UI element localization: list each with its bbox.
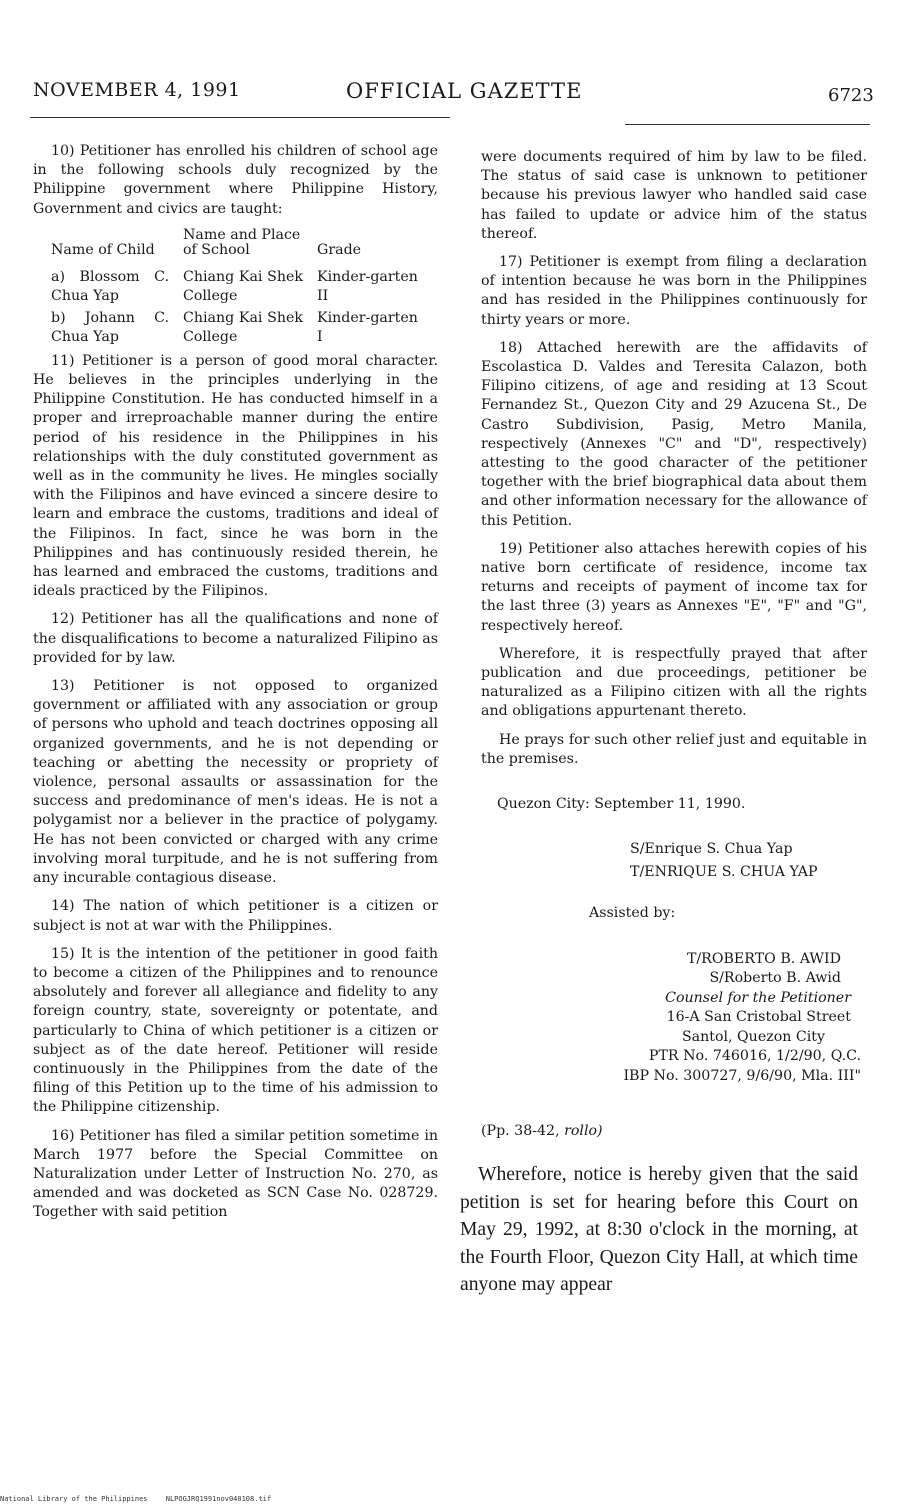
file-name: NLPOGJRQ1991nov040108.tif: [165, 1495, 272, 1503]
left-column: [33, 142, 438, 1232]
prayer-paragraph: Wherefore, it is respectfully prayed that after publication and due proceedings, petitioner be naturalized as a Filipino citizen with all the rights and obligations appurtenant thereto.: [481, 645, 867, 720]
table-cell: Kinder-garten I: [317, 309, 418, 345]
paragraph-15: 15) It is the intention of the petitioner in good faith to become a citizen of the Philippines and to renounce absolutely and forever all allegiance and fidelity to any foreign country, state, sovereignty or potentate, and particularly to China of which petitioner is a citizen or subject as of the date hereof. Petitioner will reside continuously in the Philippines from the date of the filing of this Petition up to the time of his admission to the Philippine citizenship.: [33, 945, 438, 1116]
table-cell: Chiang Kai Shek College: [183, 309, 303, 345]
hearing-notice: Wherefore, notice is hereby given that the said petition is set for hearing before this Court on May 29, 1992, at 8:30 o'clock in the morning, at the Fourth Floor, Quezon City Hall, at which time anyone may appear: [460, 1164, 858, 1296]
ibp-number: IBP No. 300727, 9/6/90, Mla. III": [623, 1067, 861, 1084]
header-rule-right: [625, 124, 870, 125]
publication-title: OFFICIAL GAZETTE: [346, 79, 583, 103]
paragraph-16-continued: were documents required of him by law to be filed. The status of said case is unknown to petitioner because his previous lawyer who handled said case has failed to update or advice him of the status thereof.: [481, 149, 867, 242]
paragraph-18: 18) Attached herewith are the affidavits of Escolastica D. Valdes and Teresita Calazon, both Filipino citizens, of age and residing at 13 Scout Fernandez St., Quezon City and 29 Azucena St., De Castro Subdivision, Pasig, Metro Manila, respectively (Annexes "C" and "D", respectively) attesting to the good character of the petitioner together with the brief biographical data about them and other information necessary for the allowance of this Petition.: [481, 339, 867, 529]
citation-pages: (Pp. 38-42,: [481, 1123, 560, 1139]
table-cell: a) Blossom C. Chua Yap: [51, 268, 169, 304]
ptr-number: PTR No. 746016, 1/2/90, Q.C.: [648, 1048, 861, 1064]
paragraph-12: 12) Petitioner has all the qualifications and none of the disqualifications to become a naturalized Filipino as provided for by law.: [33, 611, 438, 666]
paragraph-13: 13) Petitioner is not opposed to organized government or affiliated with any association or group of persons who uphold and teach doctrines opposing all organized governments, and he is not depending or teaching or abetting the necessity or propriety of violence, personal assaults or assassination for the success and predominance of men's ideas. He is not a polygamist nor a believer in the practice of polygamy. He has not been convicted or charged with any crime involving moral turpitude, and he is not suffering from any incurable contagious disease.: [33, 678, 438, 887]
table-header-row: [51, 228, 438, 268]
counsel-typed-name: T/ROBERTO B. AWID: [686, 950, 841, 967]
dateline: Quezon City: September 11, 1990.: [497, 796, 746, 813]
counsel-address-2: Santol, Quezon City: [681, 1028, 825, 1045]
header-rule-left: [30, 117, 450, 118]
assisted-by: Assisted by:: [589, 905, 676, 922]
paragraph-19: 19) Petitioner also attaches herewith copies of his native born certificate of residence, income tax returns and receipts of payment of income tax for the last three (3) years as Annexes "E", "F" and "G", respectively hereof.: [481, 540, 867, 634]
page-header: [0, 0, 901, 130]
counsel-role: Counsel for the Petitioner: [665, 989, 851, 1006]
scan-footer: [0, 1495, 285, 1503]
column-header: Grade: [317, 241, 362, 258]
paragraph-11: 11) Petitioner is a person of good moral character. He believes in the principles underlying in the Philippine Constitution. He has conducted himself in a proper and irreproachable manner during the entire period of his residence in the Philippines in his relationships with the duly constituted government as well as in the community he lives. He mingles socially with the Filipinos and have evinced a sincere desire to learn and embrace the customs, traditions and ideal of the Filipinos. In fact, since he was born in the Philippines and has continuously resided therein, he has learned and embraced the customs, traditions and ideals practiced by the Filipinos.: [33, 352, 438, 600]
table-row: [51, 268, 438, 309]
citation: [481, 1122, 867, 1141]
petitioner-signature: [630, 838, 867, 884]
library-name: National Library of the Philippines: [0, 1495, 148, 1503]
table-cell: b) Johann C. Chua Yap: [51, 309, 169, 345]
table-row: [51, 309, 438, 350]
counsel-block: [481, 950, 867, 1087]
paragraph-10: 10) Petitioner has enrolled his children of school age in the following schools duly recognized by the Philippine government where Philippine History, Government and civics are taught:: [33, 143, 438, 217]
right-column: [460, 148, 867, 1308]
counsel-address-1: 16-A San Cristobal Street: [666, 1009, 851, 1025]
column-header: Name and Place of School: [183, 226, 301, 258]
page-number: 6723: [828, 85, 874, 106]
column-header: Name of Child: [51, 241, 155, 258]
table-cell: Kinder-garten II: [317, 268, 418, 304]
counsel-signed-name: S/Roberto B. Awid: [709, 970, 841, 986]
signed-name: S/Enrique S. Chua Yap: [630, 841, 793, 858]
paragraph-16: 16) Petitioner has filed a similar petition sometime in March 1977 before the Special Committee on Naturalization under Letter of Instruction No. 270, as amended and was docketed as SCN Case No. 028729. Together with said petition: [33, 1127, 438, 1221]
relief-paragraph: He prays for such other relief just and equitable in the premises.: [481, 731, 867, 767]
typed-name: T/ENRIQUE S. CHUA YAP: [630, 864, 818, 881]
paragraph-14: 14) The nation of which petitioner is a citizen or subject is not at war with the Philippines.: [33, 898, 438, 934]
citation-rollo: rollo): [564, 1123, 603, 1139]
issue-date: NOVEMBER 4, 1991: [33, 79, 241, 101]
children-table: [51, 228, 438, 350]
table-cell: Chiang Kai Shek College: [183, 268, 303, 304]
paragraph-17: 17) Petitioner is exempt from filing a declaration of intention because he was born in the Philippines and has resided in the Philippines continuously for thirty years or more.: [481, 254, 867, 328]
